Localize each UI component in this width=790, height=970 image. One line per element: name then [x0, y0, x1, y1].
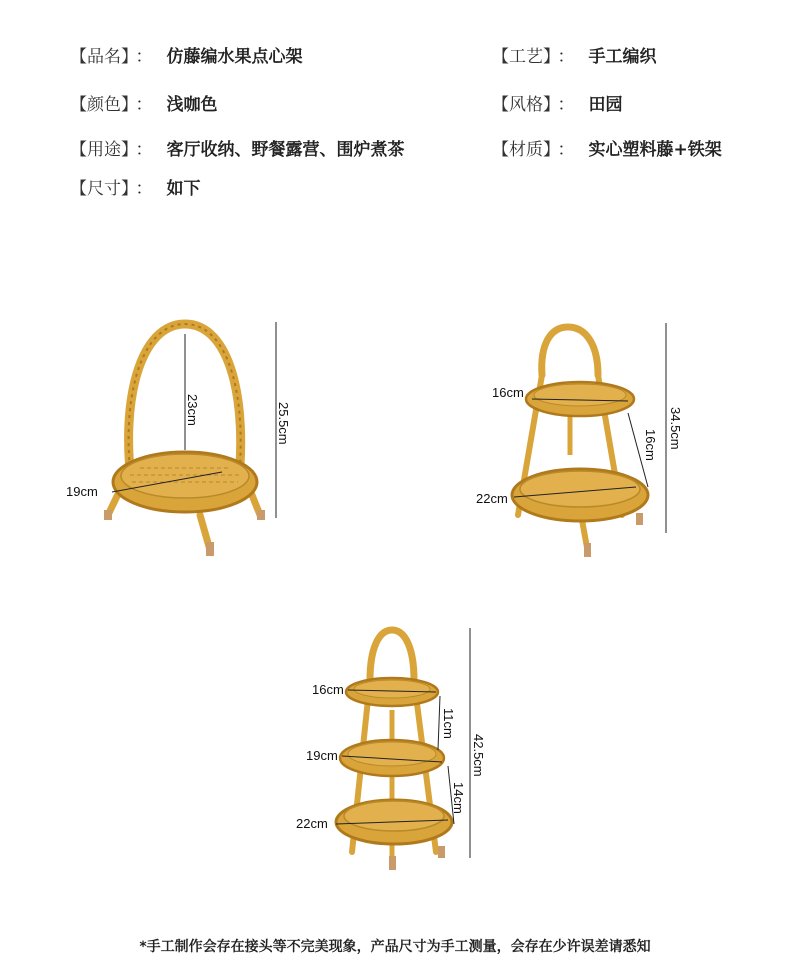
- spec-usage: [70, 135, 405, 160]
- spec-key: 【品名】: [70, 47, 130, 67]
- overall-height-label: 42.5cm: [471, 734, 486, 777]
- spec-value: 田园: [588, 95, 623, 115]
- handmade-disclaimer: *手工制作会存在接头等不完美现象，产品尺寸为手工测量，会存在少许误差请悉知: [139, 939, 651, 955]
- spec-color: [70, 90, 218, 115]
- spec-key: 【工艺】: [492, 47, 552, 67]
- spec-value: 实心塑料藤+铁架: [588, 140, 722, 160]
- spec-colon: ：: [557, 47, 575, 67]
- single-tier-rack-illustration: [60, 310, 310, 570]
- handle-arch: [370, 630, 414, 680]
- top-diameter-label: 16cm: [492, 385, 524, 400]
- spec-craft: [492, 42, 657, 67]
- top-diameter-label: 16cm: [312, 682, 344, 697]
- top-gap-label: 11cm: [441, 708, 456, 739]
- overall-height-label: 25.5cm: [276, 402, 291, 445]
- spec-colon: ：: [557, 140, 575, 160]
- spec-material: [492, 135, 722, 160]
- overall-height-label: 34.5cm: [668, 407, 683, 450]
- spec-colon: ：: [135, 95, 153, 115]
- middle-diameter-label: 19cm: [306, 748, 338, 763]
- spec-key: 【尺寸】: [70, 179, 130, 199]
- spec-value: 手工编织: [588, 47, 657, 67]
- spec-size: [70, 174, 201, 199]
- three-tier-rack-illustration: [290, 620, 500, 880]
- bottom-diameter-label: 22cm: [476, 491, 508, 506]
- diameter-label: 19cm: [66, 484, 98, 499]
- spec-style: [492, 90, 623, 115]
- spec-colon: ：: [135, 179, 153, 199]
- bottom-diameter-label: 22cm: [296, 816, 328, 831]
- spec-colon: ：: [135, 140, 153, 160]
- spec-key: 【材质】: [492, 140, 552, 160]
- spec-value: 客厅收纳、野餐露营、围炉煮茶: [166, 140, 405, 160]
- handle-arch: [542, 327, 598, 375]
- spec-value: 仿藤编水果点心架: [166, 47, 303, 67]
- spec-colon: ：: [135, 47, 153, 67]
- bottom-gap-label: 14cm: [451, 782, 466, 814]
- spec-key: 【用途】: [70, 140, 130, 160]
- two-tier-rack-illustration: [470, 315, 710, 565]
- spec-key: 【颜色】: [70, 95, 130, 115]
- spec-name: [70, 42, 303, 67]
- tier-gap-label: 16cm: [643, 429, 658, 461]
- spec-colon: ：: [557, 95, 575, 115]
- spec-key: 【风格】: [492, 95, 552, 115]
- spec-value: 如下: [166, 179, 201, 199]
- spec-value: 浅咖色: [166, 95, 218, 115]
- height-label: 23cm: [185, 394, 200, 426]
